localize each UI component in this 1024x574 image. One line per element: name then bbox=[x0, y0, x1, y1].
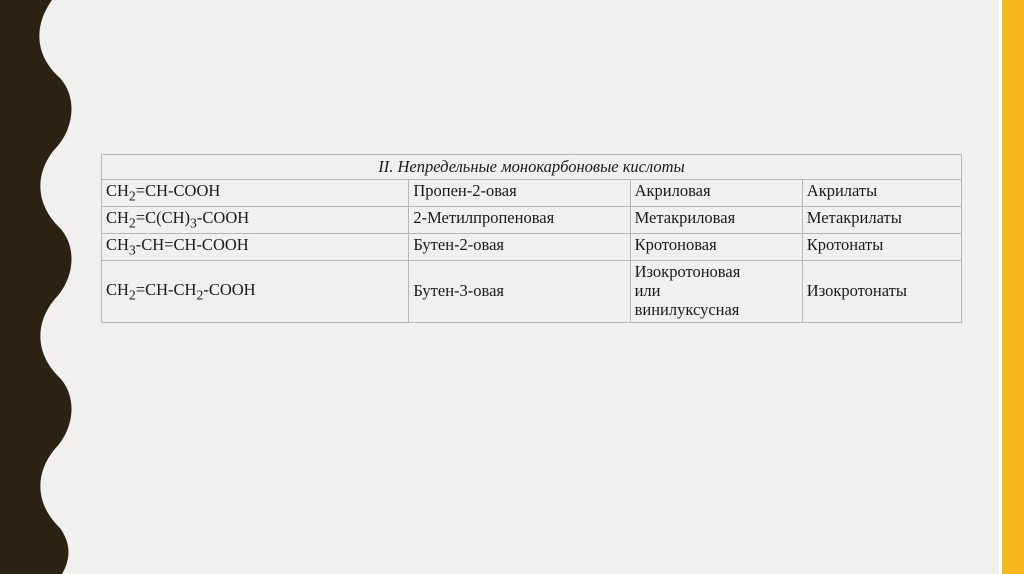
salt-name-cell: Акрилаты bbox=[802, 179, 961, 206]
table-title: II. Непредельные монокарбоновые кислоты bbox=[102, 155, 962, 180]
formula-subscript: 3 bbox=[190, 215, 197, 231]
formula-cell bbox=[102, 179, 409, 206]
salt-name-cell: Кротонаты bbox=[802, 234, 961, 261]
formula-part: =CH-CH bbox=[135, 279, 197, 299]
formula-part: -COOH bbox=[203, 279, 256, 299]
trivial-name: или bbox=[634, 281, 661, 301]
formula-part: CH bbox=[106, 235, 129, 255]
formula-subscript: 2 bbox=[128, 286, 136, 302]
formula-cell bbox=[102, 234, 409, 261]
salt-name-cell: Метакрилаты bbox=[802, 207, 961, 234]
formula-subscript: 2 bbox=[196, 286, 204, 302]
formula-cell bbox=[102, 261, 409, 323]
systematic-name-cell: 2-Метилпропеновая bbox=[409, 207, 630, 234]
table-row bbox=[102, 179, 962, 206]
formula-part: =CH-COOH bbox=[135, 180, 221, 200]
systematic-name-cell: Бутен-2-овая bbox=[409, 234, 630, 261]
formula-part: CH bbox=[106, 279, 129, 299]
formula-part: -COOH bbox=[196, 208, 250, 228]
salt-name-cell: Изокротонаты bbox=[802, 261, 961, 323]
trivial-name: винилуксусная bbox=[634, 300, 740, 320]
accent-bar bbox=[1002, 0, 1024, 574]
formula-part: =C(CH) bbox=[135, 208, 191, 228]
formula-subscript: 3 bbox=[128, 242, 136, 258]
table-row bbox=[102, 234, 962, 261]
table-row bbox=[102, 207, 962, 234]
formula-subscript: 2 bbox=[128, 188, 136, 204]
wavy-left-border bbox=[0, 0, 90, 574]
formula-part: CH bbox=[106, 208, 129, 228]
trivial-name: Изокротоновая bbox=[634, 262, 741, 282]
trivial-name-cell bbox=[630, 179, 802, 206]
trivial-name: Метакриловая bbox=[634, 208, 736, 228]
trivial-name-cell bbox=[630, 261, 802, 323]
formula-cell bbox=[102, 207, 409, 234]
formula-part: CH bbox=[106, 180, 129, 200]
trivial-name: Кротоновая bbox=[634, 235, 717, 255]
table-row bbox=[102, 261, 962, 323]
trivial-name-cell bbox=[630, 207, 802, 234]
acids-table bbox=[101, 154, 962, 323]
formula-subscript: 2 bbox=[128, 215, 136, 231]
systematic-name-cell: Пропен-2-овая bbox=[409, 179, 630, 206]
formula-part: -CH=CH-COOH bbox=[135, 235, 249, 255]
trivial-name-cell bbox=[630, 234, 802, 261]
systematic-name-cell: Бутен-3-овая bbox=[409, 261, 630, 323]
trivial-name: Акриловая bbox=[634, 180, 711, 200]
